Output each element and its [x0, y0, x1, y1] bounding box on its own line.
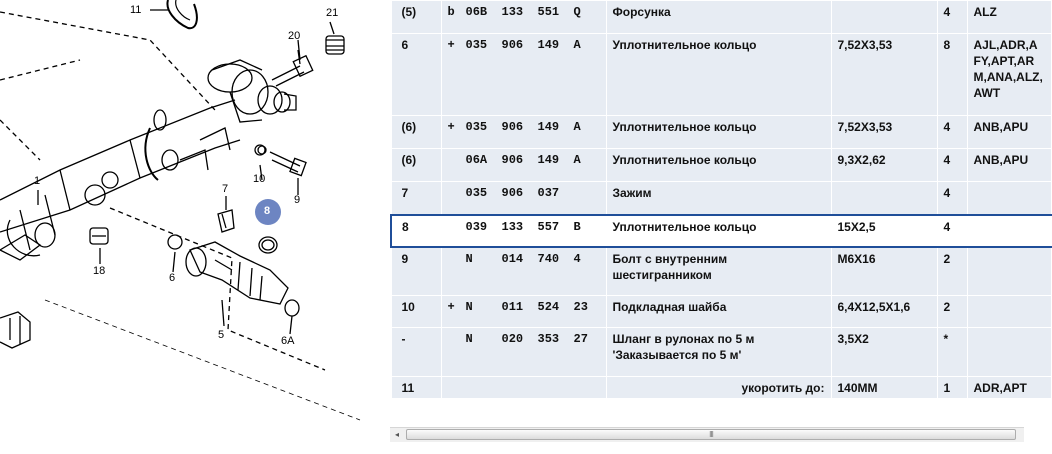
- part-number-segment: 23: [573, 300, 588, 314]
- cell-quantity: *: [937, 328, 967, 377]
- cell-position: 9: [391, 247, 441, 296]
- cell-models: ALZ: [967, 1, 1051, 34]
- cell-part-number: [441, 328, 606, 377]
- table-row[interactable]: [391, 247, 1051, 296]
- cell-remark: [831, 182, 937, 215]
- part-number-segment: B: [573, 219, 581, 234]
- part-number-segment: 014: [501, 251, 524, 266]
- part-number-segment: 906: [501, 38, 524, 52]
- callout-6[interactable]: 6: [169, 272, 176, 284]
- part-number-segment: 551: [537, 5, 560, 19]
- cell-remark: 6,4X12,5X1,6: [831, 296, 937, 328]
- cell-quantity: 2: [937, 296, 967, 328]
- cell-models: [967, 247, 1051, 296]
- cell-quantity: 4: [937, 215, 967, 247]
- cell-part-number: [441, 247, 606, 296]
- part-number-segment: 133: [501, 219, 524, 234]
- cell-description: Уплотнительное кольцо: [606, 34, 831, 116]
- part-number-segment: 149: [537, 120, 560, 134]
- parts-diagram: [0, 0, 390, 454]
- cell-remark: 15X2,5: [831, 215, 937, 247]
- part-number-segment: b: [447, 5, 455, 19]
- cell-part-number: [441, 182, 606, 215]
- cell-remark: 7,52X3,53: [831, 34, 937, 116]
- cell-position: 11: [391, 377, 441, 399]
- cell-part-number: [441, 34, 606, 116]
- callout-7[interactable]: 7: [222, 183, 229, 195]
- cell-models: ANB,APU: [967, 149, 1051, 182]
- table-row[interactable]: [391, 1, 1051, 34]
- cell-models: AJL,ADR,AFY,APT,ARM,ANA,ALZ,AWT: [967, 34, 1051, 116]
- part-number-segment: 353: [537, 332, 560, 346]
- cell-part-number: [441, 149, 606, 182]
- cell-quantity: 4: [937, 1, 967, 34]
- part-number-segment: 011: [501, 300, 524, 314]
- part-number-segment: 4: [573, 251, 581, 266]
- cell-description: Форсунка: [606, 1, 831, 34]
- cell-description: Шланг в рулонах по 5 м 'Заказывается по 5 м': [606, 328, 831, 377]
- parts-table: [390, 0, 1052, 399]
- cell-description: Уплотнительное кольцо: [606, 215, 831, 247]
- part-number-segment: +: [447, 300, 455, 314]
- callout-20[interactable]: 20: [288, 30, 301, 42]
- cell-quantity: 2: [937, 247, 967, 296]
- cell-remark: 140MM: [831, 377, 937, 399]
- part-number-segment: 037: [537, 186, 560, 200]
- part-number-segment: 524: [537, 300, 560, 314]
- cell-description: Подкладная шайба: [606, 296, 831, 328]
- part-number-segment: 039: [465, 219, 488, 234]
- diagram-drawing: [0, 0, 390, 454]
- table-row[interactable]: [391, 296, 1051, 328]
- table-row[interactable]: [391, 328, 1051, 377]
- part-number-segment: 906: [501, 120, 524, 134]
- parts-list-panel: [390, 0, 1043, 454]
- table-row[interactable]: [391, 34, 1051, 116]
- part-number-segment: 149: [537, 153, 560, 167]
- table-row[interactable]: [391, 182, 1051, 215]
- table-row[interactable]: [391, 149, 1051, 182]
- part-number-segment: 740: [537, 251, 560, 266]
- cell-models: [967, 328, 1051, 377]
- cell-part-number: [441, 296, 606, 328]
- scrollbar-grip-icon: III: [709, 430, 713, 439]
- table-row[interactable]: [391, 215, 1051, 247]
- part-number-segment: 906: [501, 186, 524, 200]
- cell-models: [967, 296, 1051, 328]
- cell-quantity: 4: [937, 116, 967, 149]
- cell-remark: 3,5X2: [831, 328, 937, 377]
- cell-models: [967, 182, 1051, 215]
- part-number-segment: 133: [501, 5, 524, 19]
- part-number-segment: 06B: [465, 5, 488, 19]
- cell-description: Болт с внутренним шестигранником: [606, 247, 831, 296]
- cell-position: 10: [391, 296, 441, 328]
- part-number-segment: N: [465, 332, 473, 346]
- part-number-segment: +: [447, 120, 455, 134]
- callout-21[interactable]: 21: [326, 7, 339, 19]
- callout-10[interactable]: 10: [253, 173, 266, 185]
- part-number-segment: 035: [465, 186, 488, 200]
- callout-9[interactable]: 9: [294, 194, 301, 206]
- cell-models: ANB,APU: [967, 116, 1051, 149]
- cell-position: (6): [391, 149, 441, 182]
- part-number-segment: N: [465, 251, 473, 266]
- part-number-segment: A: [573, 38, 581, 52]
- part-number-segment: 06A: [465, 153, 488, 167]
- cell-position: 6: [391, 34, 441, 116]
- part-number-segment: 149: [537, 38, 560, 52]
- callout-11[interactable]: 11: [130, 4, 142, 16]
- cell-part-number: [441, 215, 606, 247]
- table-row[interactable]: [391, 377, 1051, 399]
- cell-position: 8: [391, 215, 441, 247]
- cell-remark: 9,3X2,62: [831, 149, 937, 182]
- part-number-segment: 035: [465, 38, 488, 52]
- part-number-segment: +: [447, 38, 455, 52]
- cell-quantity: 4: [937, 149, 967, 182]
- part-number-segment: 020: [501, 332, 524, 346]
- cell-description: Уплотнительное кольцо: [606, 149, 831, 182]
- cell-part-number: [441, 1, 606, 34]
- cell-position: -: [391, 328, 441, 377]
- cell-position: 7: [391, 182, 441, 215]
- cell-position: (6): [391, 116, 441, 149]
- callout-8-selected[interactable]: 8: [264, 205, 271, 217]
- part-number-segment: Q: [573, 5, 581, 19]
- table-row[interactable]: [391, 116, 1051, 149]
- cell-description: укоротить до:: [606, 377, 831, 399]
- cell-description: Уплотнительное кольцо: [606, 116, 831, 149]
- part-number-segment: 035: [465, 120, 488, 134]
- part-number-segment: A: [573, 153, 581, 167]
- callout-5[interactable]: 5: [218, 329, 225, 341]
- scroll-left-arrow-icon[interactable]: ◂: [394, 430, 399, 439]
- cell-remark: 7,52X3,53: [831, 116, 937, 149]
- part-number-segment: 906: [501, 153, 524, 167]
- callout-1[interactable]: 1: [34, 175, 41, 187]
- callout-18[interactable]: 18: [93, 265, 106, 277]
- cell-part-number: [441, 377, 606, 399]
- callout-6A[interactable]: 6A: [281, 335, 295, 347]
- cell-quantity: 4: [937, 182, 967, 215]
- cell-models: ADR,APT: [967, 377, 1051, 399]
- part-number-segment: 557: [537, 219, 560, 234]
- cell-models: [967, 215, 1051, 247]
- cell-description: Зажим: [606, 182, 831, 215]
- cell-remark: [831, 1, 937, 34]
- cell-remark: M6X16: [831, 247, 937, 296]
- part-number-segment: N: [465, 300, 473, 314]
- part-number-segment: 27: [573, 332, 588, 346]
- horizontal-scrollbar[interactable]: [390, 427, 1024, 442]
- part-number-segment: A: [573, 120, 581, 134]
- cell-quantity: 1: [937, 377, 967, 399]
- cell-quantity: 8: [937, 34, 967, 116]
- cell-part-number: [441, 116, 606, 149]
- cell-position: (5): [391, 1, 441, 34]
- scrollbar-thumb[interactable]: [406, 429, 1016, 440]
